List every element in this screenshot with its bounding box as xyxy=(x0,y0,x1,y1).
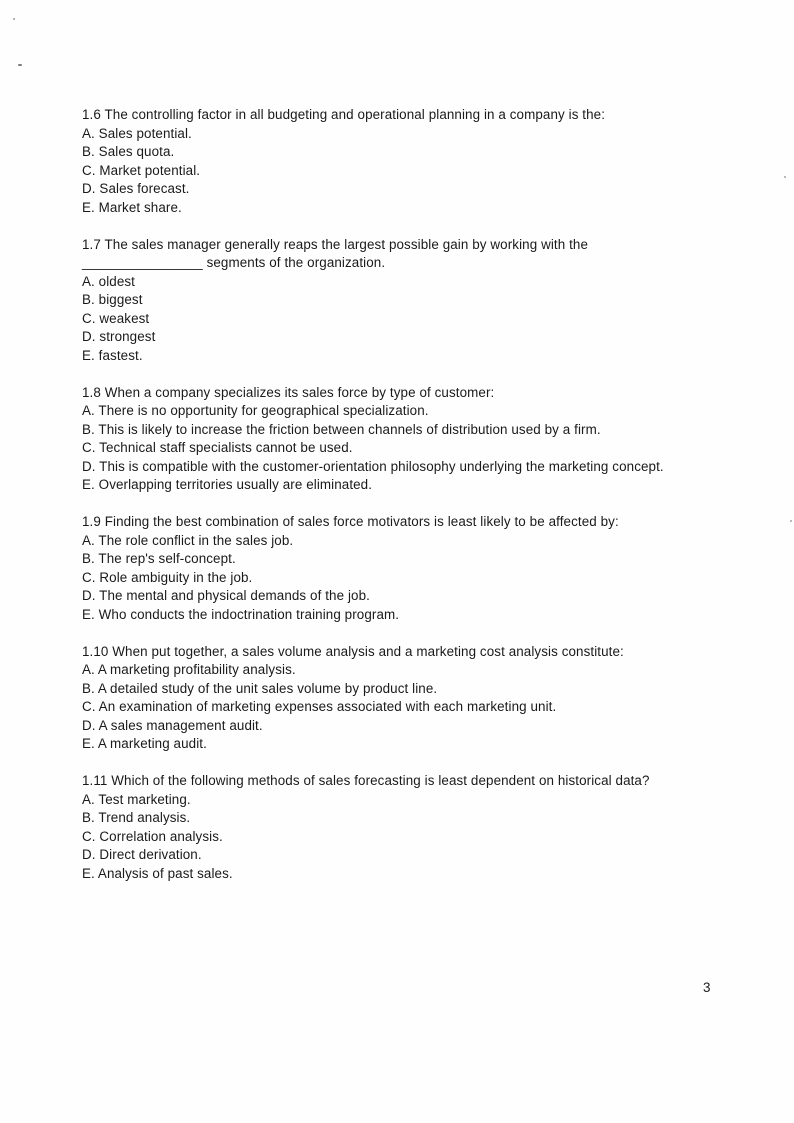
question-block-1-6 xyxy=(82,106,782,217)
question-block-1-11 xyxy=(82,772,782,883)
question-block-1-8 xyxy=(82,384,782,495)
scan-artifact-dot xyxy=(13,18,15,20)
option-c: C. Market potential. xyxy=(82,162,201,178)
option-d: D. This is compatible with the customer-orientation philosophy underlying the marketing concept. xyxy=(82,458,664,474)
option-b: B. Sales quota. xyxy=(82,144,175,159)
option-c: C. Correlation analysis. xyxy=(82,828,223,844)
option-e: E. Overlapping territories usually are eliminated. xyxy=(82,477,373,492)
option-a: A. Sales potential. xyxy=(82,125,192,141)
option-b: B. This is likely to increase the friction between channels of distribution used by a firm. xyxy=(82,421,601,437)
option-d: D. Direct derivation. xyxy=(82,847,202,862)
option-e: E. Analysis of past sales. xyxy=(82,865,233,881)
option-d: D. The mental and physical demands of the job. xyxy=(82,588,370,603)
option-b: B. A detailed study of the unit sales volume by product line. xyxy=(82,680,438,696)
option-c: C. weakest xyxy=(82,310,150,326)
option-a: A. oldest xyxy=(82,273,136,289)
question-text: 1.7 The sales manager generally reaps the largest possible gain by working with the xyxy=(82,236,589,252)
option-d: D. A sales management audit. xyxy=(82,717,263,733)
option-b: B. biggest xyxy=(82,292,143,307)
option-c: C. An examination of marketing expenses associated with each marketing unit. xyxy=(82,699,557,714)
option-a: A. The role conflict in the sales job. xyxy=(82,532,294,548)
question-text: 1.6 The controlling factor in all budgeting and operational planning in a company is the: xyxy=(82,107,606,122)
option-c: C. Role ambiguity in the job. xyxy=(82,569,253,585)
option-e: E. Market share. xyxy=(82,199,182,215)
question-block-1-9 xyxy=(82,513,782,624)
question-text-blank-line: ________________ segments of the organization. xyxy=(82,255,386,270)
option-e: E. Who conducts the indoctrination training program. xyxy=(82,606,400,622)
option-a: A. A marketing profitability analysis. xyxy=(82,662,296,677)
option-e: E. fastest. xyxy=(82,347,143,363)
option-a: A. There is no opportunity for geographical specialization. xyxy=(82,403,429,418)
option-d: D. Sales forecast. xyxy=(82,181,190,196)
question-text: 1.10 When put together, a sales volume analysis and a marketing cost analysis constitute: xyxy=(82,643,624,659)
scan-artifact-dot xyxy=(790,520,792,522)
question-text: 1.11 Which of the following methods of sales forecasting is least dependent on historical data? xyxy=(82,773,650,788)
option-b: B. The rep's self-concept. xyxy=(82,551,236,566)
option-c: C. Technical staff specialists cannot be used. xyxy=(82,440,353,455)
option-d: D. strongest xyxy=(82,329,156,344)
question-text: 1.8 When a company specializes its sales force by type of customer: xyxy=(82,384,495,400)
question-block-1-10 xyxy=(82,643,782,754)
scan-artifact-dot xyxy=(18,64,22,66)
scan-artifact-dot xyxy=(784,176,786,178)
option-a: A. Test marketing. xyxy=(82,791,191,807)
page-number: 3 xyxy=(703,980,711,995)
question-block-1-7 xyxy=(82,236,782,366)
option-b: B. Trend analysis. xyxy=(82,810,191,825)
option-e: E. A marketing audit. xyxy=(82,736,207,751)
question-text: 1.9 Finding the best combination of sales force motivators is least likely to be affected by: xyxy=(82,514,619,529)
question-list xyxy=(82,106,782,902)
